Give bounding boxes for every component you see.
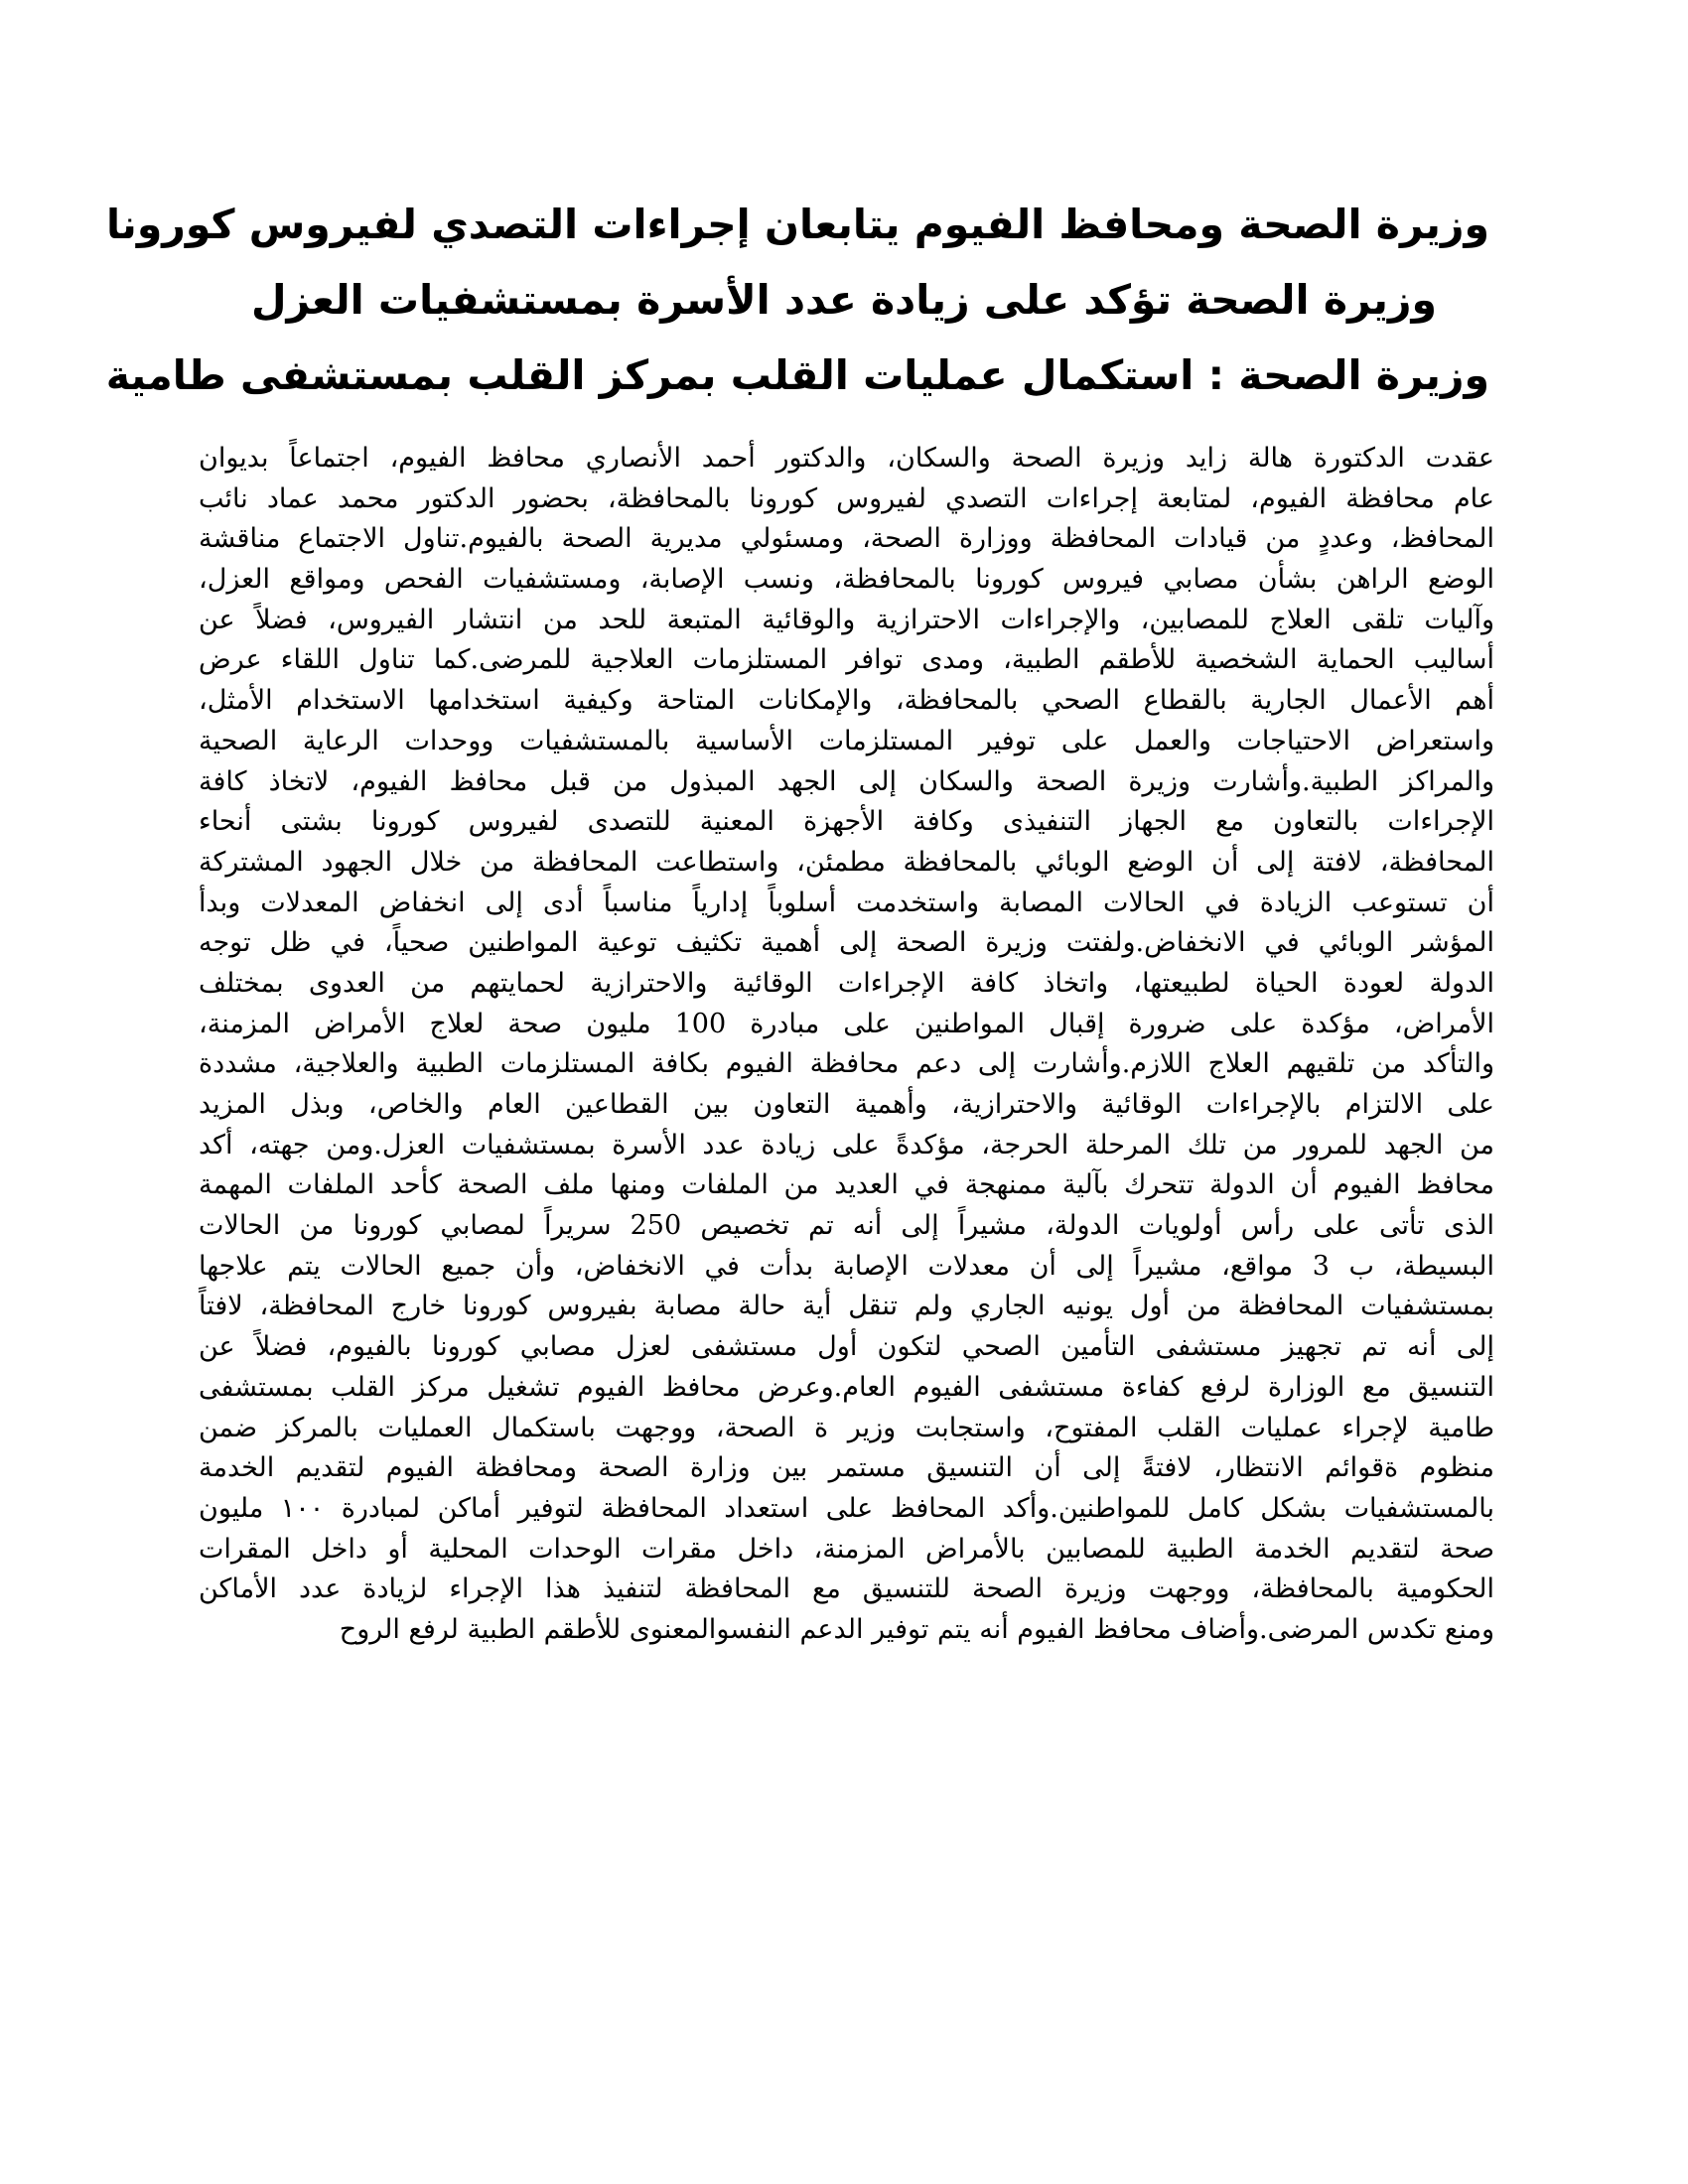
body-line: أساليب الحماية الشخصية للأطقم الطبية، ومدى توافر المستلزمات العلاجية للمرضى.كما تناول اللقاء عرض [199,644,1494,676]
body-line: الأمراض، مؤكدة على ضرورة إقبال المواطنين على مبادرة 100 مليون صحة لعلاج الأمراض المزمنة، [199,1008,1494,1039]
headline-1: وزيرة الصحة ومحافظ الفيوم يتابعان إجراءات التصدي لفيروس كورونا [106,201,1489,248]
body-line: بالمستشفيات بشكل كامل للمواطنين.وأكد المحافظ على استعداد المحافظة لتوفير أماكن لمبادرة ١٠٠ مليون [199,1492,1494,1524]
body-line: والتأكد من تلقيهم العلاج اللازم.وأشارت إلى دعم محافظة الفيوم بكافة المستلزمات الطبية والعلاجية، مشددة [199,1048,1494,1080]
body-line: إلى أنه تم تجهيز مستشفى التأمين الصحي لتكون أول مستشفى لعزل مصابي كورونا بالفيوم، فضلاً عن [199,1331,1494,1363]
body-line: أن تستوعب الزيادة في الحالات المصابة واستخدمت أسلوباً إدارياً مناسباً أدى إلى انخفاض المعدلات وبدأ [199,887,1494,918]
body-line: عقدت الدكتورة هالة زايد وزيرة الصحة والسكان، والدكتور أحمد الأنصاري محافظ الفيوم، اجتماعاً بديوان [199,443,1494,474]
body-line: الإجراءات بالتعاون مع الجهاز التنفيذى وكافة الأجهزة المعنية للتصدى لفيروس كورونا بشتى أنحاء [199,806,1494,838]
body-line: صحة لتقديم الخدمة الطبية للمصابين بالأمراض المزمنة، داخل مقرات الوحدات المحلية أو داخل المقرات [199,1533,1494,1565]
body-line: بمستشفيات المحافظة من أول يونيه الجاري ولم تنقل أية حالة مصابة بفيروس كورونا خارج المحافظة، لافتاً [199,1291,1495,1322]
body-line: المؤشر الوبائي في الانخفاض.ولفتت وزيرة الصحة إلى أهمية تكثيف توعية المواطنين صحياً، في ظل توجه [199,927,1494,959]
body-line: الوضع الراهن بشأن مصابي فيروس كورونا بالمحافظة، ونسب الإصابة، ومستشفيات الفحص ومواقع العزل، [199,564,1494,596]
body-line: وآليات تلقى العلاج للمصابين، والإجراءات الاحترازية والوقائية المتبعة للحد من انتشار الفيروس، فضلاً عن [199,604,1494,635]
body-line: محافظ الفيوم أن الدولة تتحرك بآلية ممنهجة في العديد من الملفات ومنها ملف الصحة كأحد الملفات المهمة [199,1169,1494,1201]
headline-2: وزيرة الصحة تؤكد على زيادة عدد الأسرة بمستشفيات العزل [250,276,1438,324]
body-line: الذى تأتى على رأس أولويات الدولة، مشيراً إلى أنه تم تخصيص 250 سريراً لمصابي كورونا من الحالات [199,1210,1494,1242]
body-line: منظوم ةقوائم الانتظار، لافتةً إلى أن التنسيق مستمر بين وزارة الصحة ومحافظة الفيوم لتقديم الخدمة [199,1452,1494,1484]
headline-block [105,187,1489,413]
body-line: المحافظ، وعددٍ من قيادات المحافظة ووزارة الصحة، ومسئولي مديرية الصحة بالفيوم.تناول الاجتماع مناقشة [199,523,1494,555]
body-line: من الجهد للمرور من تلك المرحلة الحرجة، مؤكدةً على زيادة عدد الأسرة بمستشفيات العزل.ومن جهته، أكد [199,1129,1494,1160]
body-line: ومنع تكدس المرضى.وأضاف محافظ الفيوم أنه يتم توفير الدعم النفسوالمعنوى للأطقم الطبية لرفع الروح [339,1613,1494,1645]
body-line: على الالتزام بالإجراءات الوقائية والاحترازية، وأهمية التعاون بين القطاعين العام والخاص، وبذل المزيد [199,1089,1494,1120]
body-line: المحافظة، لافتة إلى أن الوضع الوبائي بالمحافظة مطمئن، واستطاعت المحافظة من خلال الجهود المشتركة [199,846,1494,878]
body-line: الدولة لعودة الحياة لطبيعتها، واتخاذ كافة الإجراءات الوقائية والاحترازية لحمايتهم من العدوى بمختلف [199,967,1494,999]
body-line: الحكومية بالمحافظة، ووجهت وزيرة الصحة للتنسيق مع المحافظة لتنفيذ هذا الإجراء لزيادة عدد الأماكن [199,1573,1494,1605]
body-line: البسيطة، ب 3 مواقع، مشيراً إلى أن معدلات الإصابة بدأت في الانخفاض، وأن جميع الحالات يتم علاجها [199,1250,1495,1282]
headline-3: وزيرة الصحة : استكمال عمليات القلب بمركز القلب بمستشفى طامية [105,351,1489,399]
body-line: التنسيق مع الوزارة لرفع كفاءة مستشفى الفيوم العام.وعرض محافظ الفيوم تشغيل مركز القلب بمستشفى [199,1371,1494,1403]
article-body [199,439,1494,1651]
body-line: طامية لإجراء عمليات القلب المفتوح، واستجابت وزير ة الصحة، ووجهت باستكمال العمليات بالمركز ضمن [199,1412,1494,1443]
body-line: والمراكز الطبية.وأشارت وزيرة الصحة والسكان إلى الجهد المبذول من قبل محافظ الفيوم، لاتخاذ كافة [199,765,1494,797]
body-line: أهم الأعمال الجارية بالقطاع الصحي بالمحافظة، والإمكانات المتاحة وكيفية استخدامها الاستخدام الأمثل، [199,685,1494,717]
body-line: واستعراض الاحتياجات والعمل على توفير المستلزمات الأساسية بالمستشفيات ووحدات الرعاية الصحية [199,725,1494,756]
body-line: عام محافظة الفيوم، لمتابعة إجراءات التصدي لفيروس كورونا بالمحافظة، بحضور الدكتور محمد عماد نائب [199,482,1494,514]
